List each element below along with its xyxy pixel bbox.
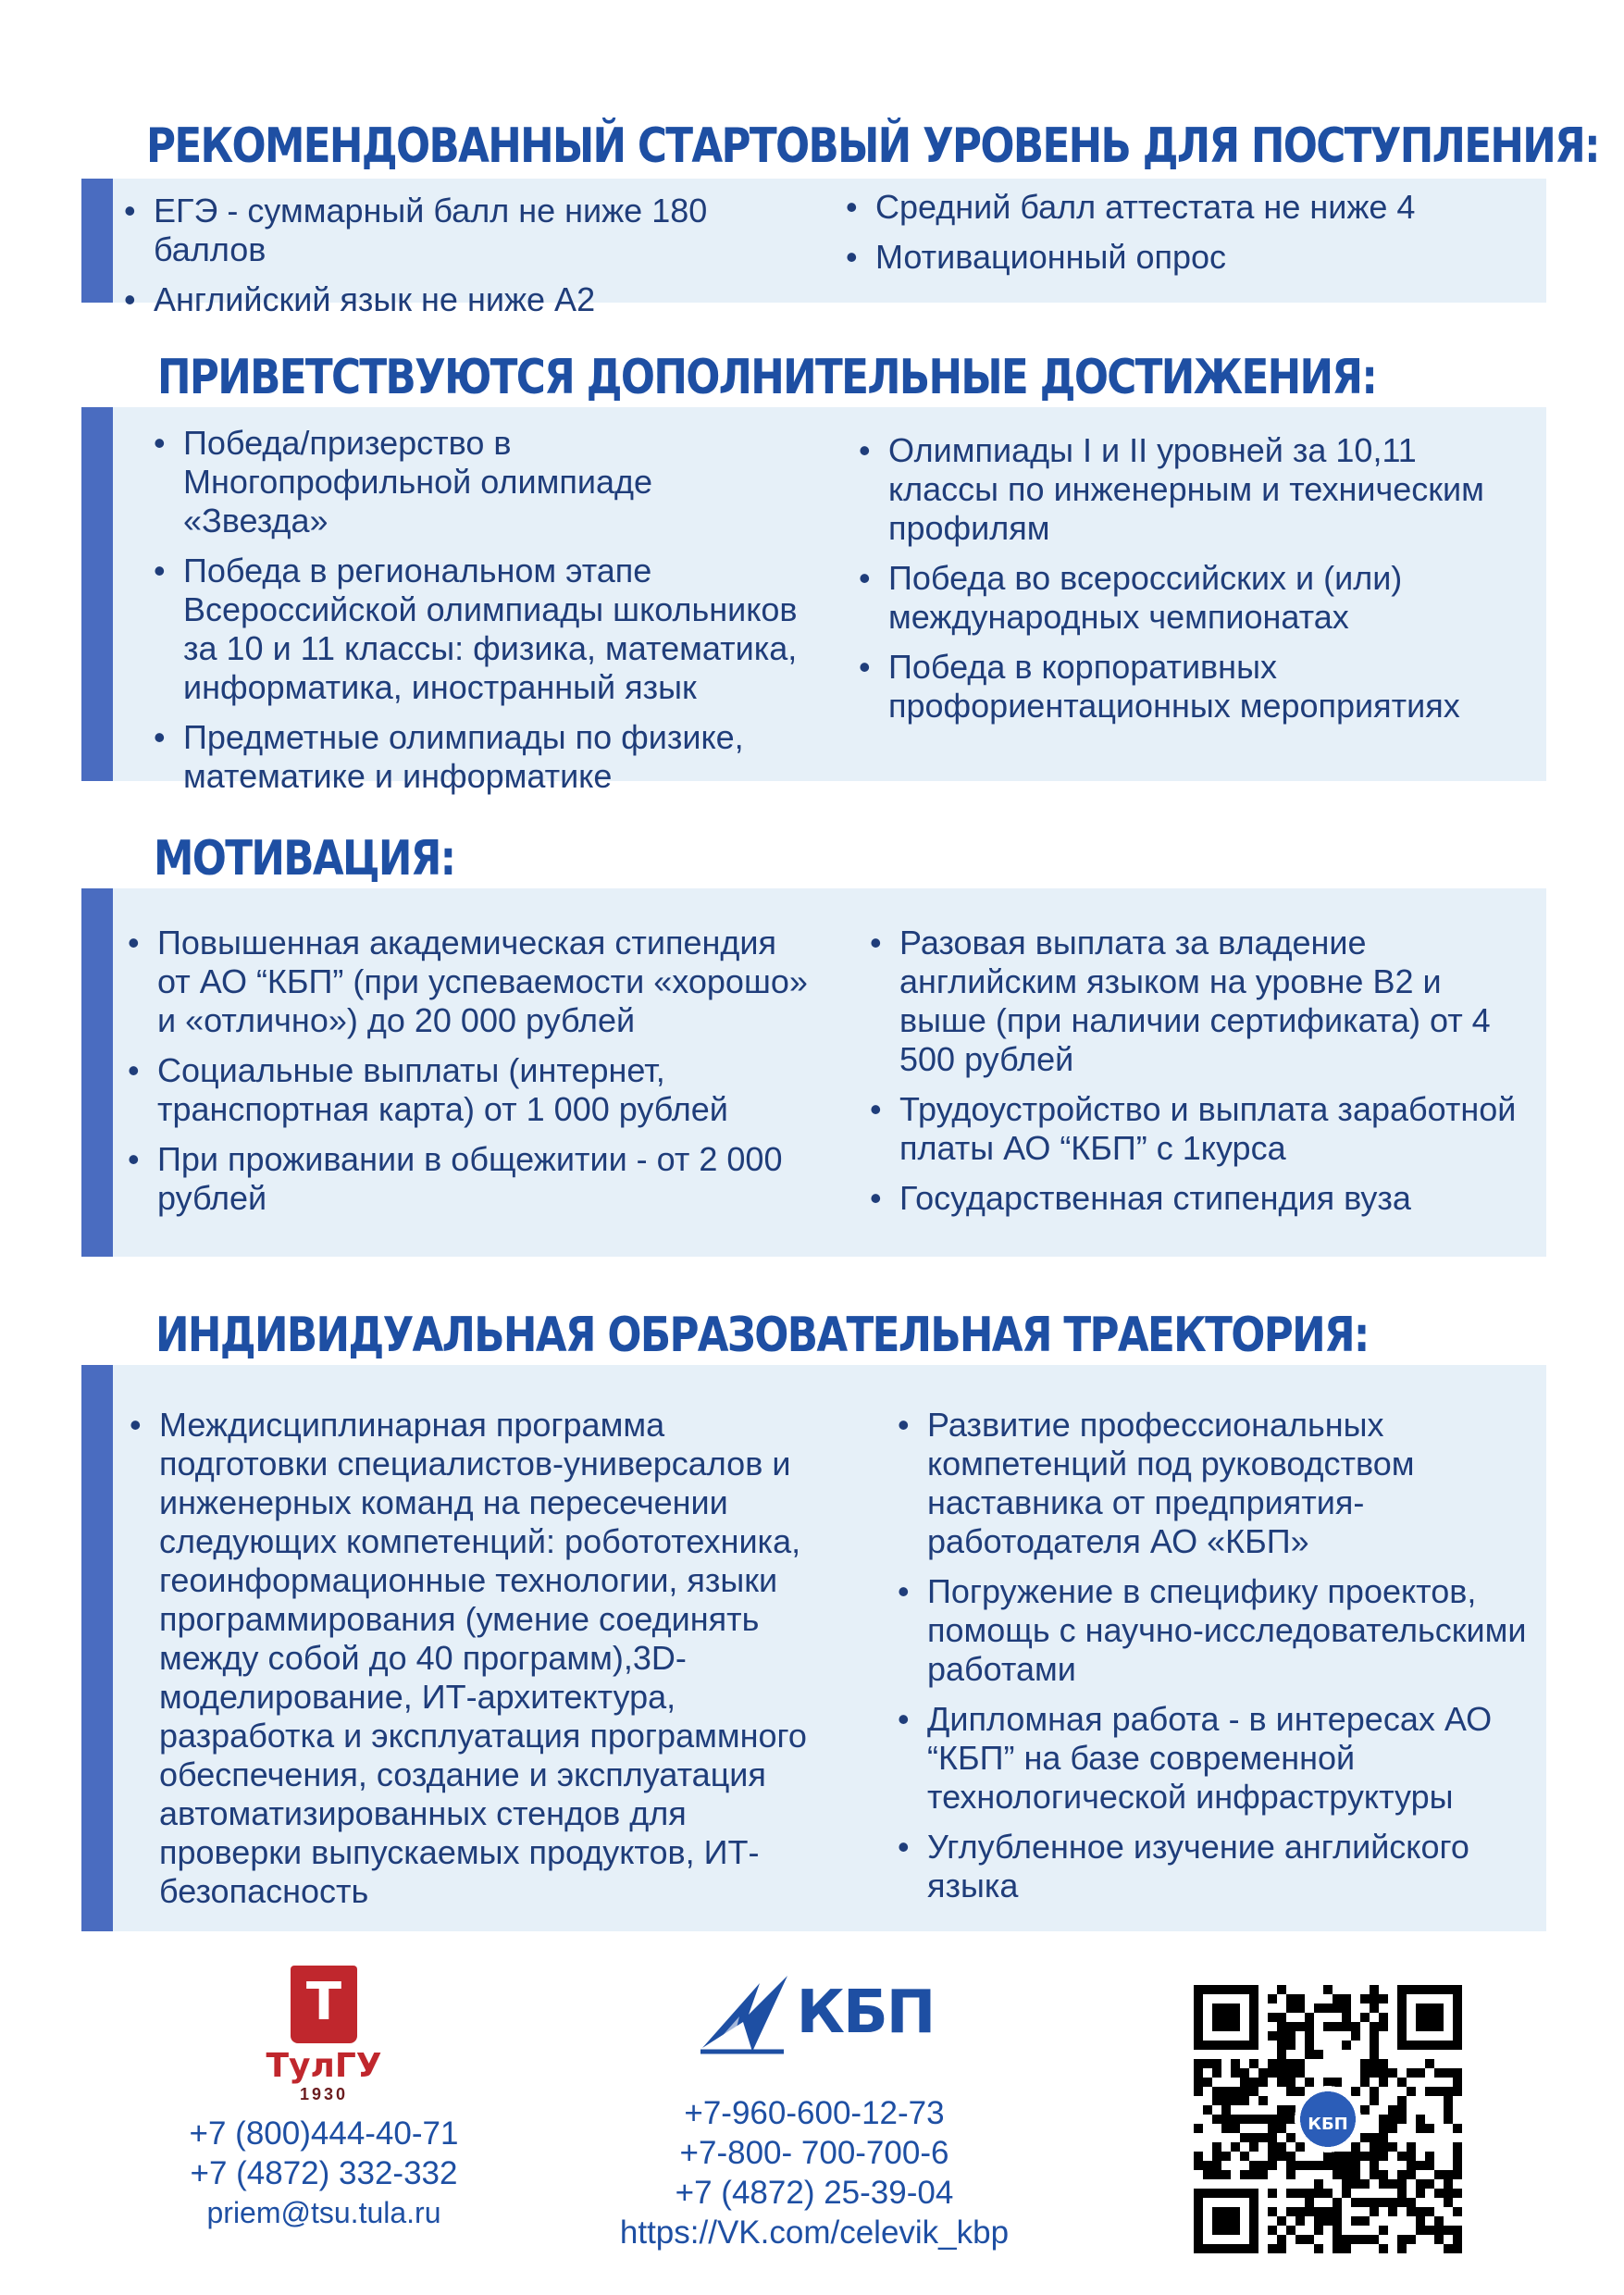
accent-bar	[81, 1365, 113, 1931]
list-item: • Углубленное изучение английского языка	[898, 1828, 1469, 1904]
tulgu-email: priem@tsu.tula.ru	[206, 2196, 441, 2229]
svg-text:КБП: КБП	[1308, 2115, 1348, 2134]
tulgu-phone-1: +7 (800)444-40-71	[189, 2115, 459, 2152]
kbp-logo	[574, 1962, 1055, 2064]
list-item: • При проживании в общежитии - от 2 000 рублей	[128, 1140, 783, 1217]
list-item: • Повышенная академическая стипендия от АО “КБП” (при успеваемости «хорошо» и «отлично») до 20 000 рублей	[128, 924, 808, 1039]
kbp-phone-3: +7 (4872) 25-39-04	[675, 2175, 954, 2211]
list-item: • Победа во всероссийских и (или) международных чемпионатах	[859, 559, 1403, 636]
accent-bar	[81, 888, 113, 1257]
list-left	[128, 924, 812, 1229]
kbp-contacts	[574, 1962, 1055, 2252]
section-heading-motivation: МОТИВАЦИЯ:	[154, 831, 455, 887]
panel-trajectory	[81, 1365, 1546, 1931]
tulgu-year: 1930	[299, 2085, 349, 2103]
kbp-phone-1: +7-960-600-12-73	[684, 2095, 945, 2131]
list-item: • Победа в корпоративных профориентационных мероприятиях	[859, 648, 1460, 725]
tulgu-name: ТулГУ	[266, 2047, 382, 2085]
section-heading-achievements: ПРИВЕТСТВУЮТСЯ ДОПОЛНИТЕЛЬНЫЕ ДОСТИЖЕНИЯ:	[157, 350, 1377, 405]
list-item: • Междисциплинарная программа подготовки специалистов-универсалов и инженерных команд на пересечении следующих компетенций: робототехника, геоинформационные технологии, языки программирования (умение соединять между собой до 40 программ),3D-моделирование, ИТ-архитектура, разработка и эксплуатация программного обеспечения, создание и эксплуатация автоматизированных стендов для проверки выпускаемых продуктов, ИТ-безопасность	[130, 1406, 807, 1910]
kbp-vk-link[interactable]: https://VK.com/celevik_kbp	[619, 2214, 1010, 2251]
list-item: • Английский язык не ниже А2	[124, 280, 596, 318]
list-item: • Погружение в специфику проектов, помощь с научно-исследовательскими работами	[898, 1572, 1527, 1688]
tulgu-contacts	[120, 1966, 527, 2233]
list-item: • Социальные выплаты (интернет, транспортная карта) от 1 000 рублей	[128, 1051, 728, 1128]
kbp-name: КБП	[796, 1979, 935, 2047]
list-item: • Победа в региональном этапе Всероссийской олимпиады школьников за 10 и 11 классы: физика, математика, информатика, иностранный язык	[154, 552, 798, 706]
list-item: • Победа/призерство в Многопрофильной олимпиаде «Звезда»	[154, 424, 653, 540]
tulgu-phone-2: +7 (4872) 332-332	[190, 2155, 458, 2191]
kbp-phone-2: +7-800- 700-700-6	[679, 2135, 949, 2171]
list-item: • Средний балл аттестата не ниже 4	[846, 188, 1416, 226]
qr-code[interactable]	[1194, 1985, 1462, 2253]
list-right	[870, 924, 1518, 1229]
list-item: • Разовая выплата за владение английским языком на уровне В2 и выше (при наличии сертификата) от 4 500 рублей	[870, 924, 1491, 1078]
list-left	[130, 1406, 814, 1922]
list-right	[898, 1406, 1536, 1917]
panel-motivation	[81, 888, 1546, 1257]
panel-entry-level	[81, 179, 1546, 318]
list-item: • Предметные олимпиады по физике, математике и информатике	[154, 718, 744, 795]
panel-achievements	[81, 407, 1546, 795]
list-right	[859, 431, 1506, 737]
list-right	[846, 188, 1512, 288]
qr-code-icon	[1194, 1985, 1462, 2253]
tulgu-logo-icon: Т	[291, 1966, 357, 2043]
section-heading-entry-level: РЕКОМЕНДОВАННЫЙ СТАРТОВЫЙ УРОВЕНЬ ДЛЯ ПОСТУПЛЕНИЯ:	[146, 118, 1599, 174]
list-item: • Государственная стипендия вуза	[870, 1179, 1411, 1217]
list-item: • Мотивационный опрос	[846, 238, 1227, 276]
accent-bar	[81, 179, 113, 303]
list-item: • Развитие профессиональных компетенций под руководством наставника от предприятия-работодателя АО «КБП»	[898, 1406, 1415, 1560]
kbp-logo-icon	[695, 1966, 797, 2059]
list-item: • Олимпиады I и II уровней за 10,11 классы по инженерным и техническим профилям	[859, 431, 1484, 547]
accent-bar	[81, 407, 113, 781]
section-heading-trajectory: ИНДИВИДУАЛЬНАЯ ОБРАЗОВАТЕЛЬНАЯ ТРАЕКТОРИЯ:	[155, 1308, 1369, 1363]
list-left	[154, 424, 801, 807]
list-item: • Дипломная работа - в интересах АО “КБП” на базе современной технологической инфраструктуры	[898, 1700, 1493, 1816]
list-item: • Трудоустройство и выплата заработной платы АО “КБП” с 1курса	[870, 1090, 1517, 1167]
list-left	[124, 192, 809, 330]
list-item: • ЕГЭ - суммарный балл не ниже 180 баллов	[124, 192, 708, 268]
